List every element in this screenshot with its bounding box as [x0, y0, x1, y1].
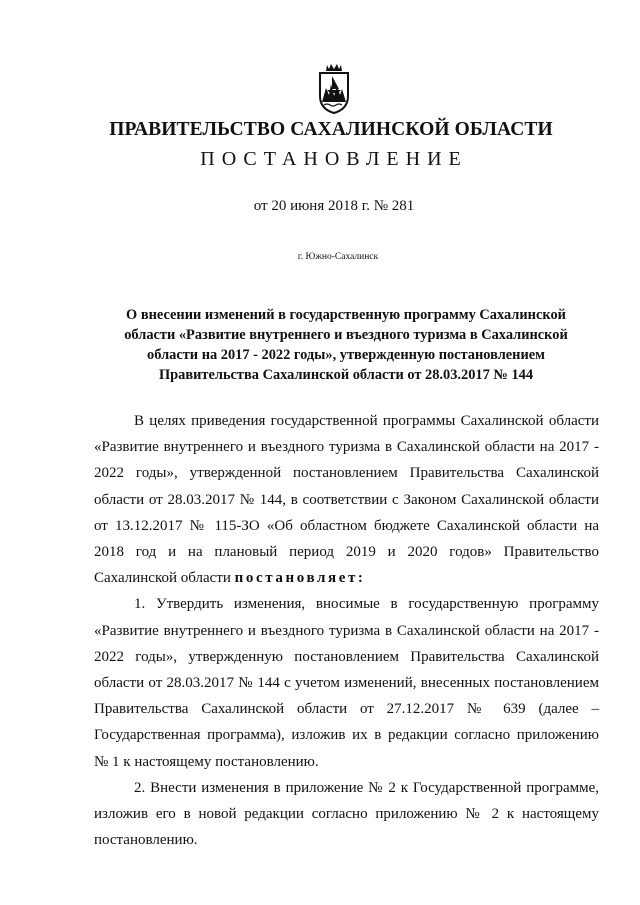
body-line: 2022 годы», утвержденной постановлением Правительства Сахалинской — [94, 465, 599, 482]
body-line: «Развитие внутреннего и въездного туризма в Сахалинской области на 2017 - — [94, 439, 599, 456]
item1-line: Государственная программа), изложив их в редакции согласно приложению — [94, 727, 599, 744]
item2-line: изложив его в новой редакции согласно приложению № 2 к настоящему — [94, 806, 599, 823]
coat-of-arms-icon — [318, 62, 350, 114]
body-line: 2018 год и на плановый период 2019 и 2020 годов» Правительство — [94, 544, 599, 561]
item2-line: постановлению. — [94, 832, 198, 849]
document-date-number: от 20 июня 2018 г. № 281 — [253, 198, 415, 214]
item1-line: «Развитие внутреннего и въездного туризма в Сахалинской области на 2017 - — [94, 622, 599, 639]
decree-word: постановляет: — [234, 570, 366, 587]
item1-line: 2022 годы», утвержденную постановлением Правительства Сахалинской — [94, 648, 599, 665]
item1-line: № 1 к настоящему постановлению. — [94, 753, 319, 770]
body-line: от 13.12.2017 № 115-ЗО «Об областном бюджете Сахалинской области на — [94, 517, 599, 534]
body-line: области от 28.03.2017 № 144, в соответствии с Законом Сахалинской области — [94, 491, 599, 508]
subject-line: области на 2017 - 2022 годы», утвержденную постановлением — [147, 347, 545, 363]
subject-line: О внесении изменений в государственную программу Сахалинской — [126, 307, 566, 323]
subject-line: Правительства Сахалинской области от 28.03.2017 № 144 — [158, 367, 534, 383]
decree-prefix: Сахалинской области — [94, 570, 231, 587]
subject-line: области «Развитие внутреннего и въездного туризма в Сахалинской — [124, 327, 568, 343]
item1-line: 1. Утвердить изменения, вносимые в государственную программу — [134, 596, 599, 613]
item1-line: Правительства Сахалинской области от 27.12.2017 № 639 (далее – — [94, 701, 599, 718]
document-city: г. Южно-Сахалинск — [297, 252, 379, 262]
item1-line: области от 28.03.2017 № 144 с учетом изменений, внесенных постановлением — [94, 675, 599, 692]
document-type: ПОСТАНОВЛЕНИЕ — [200, 148, 468, 170]
document-subject — [96, 305, 596, 385]
body-line — [94, 565, 599, 591]
body-line: В целях приведения государственной программы Сахалинской области — [134, 413, 599, 429]
item2-line: 2. Внести изменения в приложение № 2 к Государственной программе, — [134, 779, 599, 796]
document-body — [94, 408, 599, 853]
government-name: ПРАВИТЕЛЬСТВО САХАЛИНСКОЙ ОБЛАСТИ — [109, 119, 553, 140]
